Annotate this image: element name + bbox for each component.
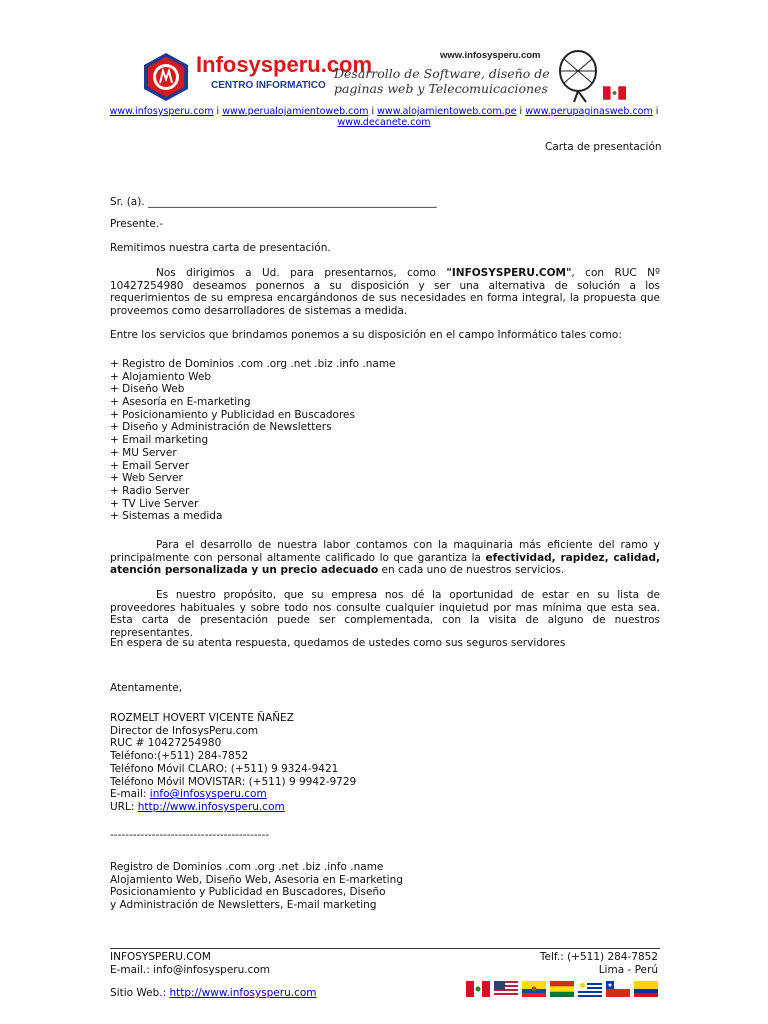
footer-services-block [110,861,403,912]
list-item: + MU Server [110,446,177,459]
link-alojamientoweb[interactable]: www.alojamientoweb.com.pe [377,106,517,117]
usa-flag-icon [494,981,518,997]
websites-link-line [108,106,660,128]
ecuador-flag-icon [522,981,546,997]
link-decanete[interactable]: www.decanete.com [337,117,431,128]
paragraph-purpose [110,589,660,640]
letter-title: Carta de presentación [545,141,662,153]
footer-site-link[interactable]: http://www.infosysperu.com [169,987,317,999]
footer-phone: Telf.: (+511) 284-7852 [539,951,658,963]
footer-service-line: Registro de Dominios .com .org .net .biz .info .name [110,861,384,873]
footer-site-label: Sitio Web.: [110,987,170,999]
chile-flag-icon [606,981,630,997]
footer-site-line [110,987,317,1000]
footer-city: Lima - Perú [598,964,658,976]
footer-company: INFOSYSPERU.COM [110,951,211,963]
email-link[interactable]: info@infosysperu.com [149,788,267,801]
list-item: + Diseño y Administración de Newsletters [110,421,332,434]
list-item: + Radio Server [110,484,190,497]
link-separator: i [655,106,659,117]
closing-line: Atentamente, [110,682,183,694]
brand-subtitle: CENTRO INFORMATICO [211,80,326,91]
presente-line: Presente.- [110,218,163,230]
paragraph-introduction [110,267,660,318]
brand-name: Infosysperu.com [196,52,373,77]
signer-email-line [110,788,356,801]
para1-text-a: Nos dirigimos a Ud. para presentarnos, como [156,267,447,279]
colombia-flag-icon [634,981,658,997]
list-item: + Registro de Dominios .com .org .net .biz .info .name [110,358,396,370]
signer-mobile-claro: Teléfono Móvil CLARO: (+511) 9 9324-9421 [110,762,339,775]
url-label: URL: [110,800,138,813]
link-perupaginasweb[interactable]: www.perupaginasweb.com [525,106,653,117]
signer-mobile-movistar: Teléfono Móvil MOVISTAR: (+511) 9 9942-9729 [110,775,357,788]
company-tagline: Desarrollo de Software, diseño de paginas web y Telecomuicaciones [334,66,550,96]
paragraph-services-intro: Entre los servicios que brindamos ponemos a su disposición en el campo Informático tales como: [110,329,622,341]
list-item: + Email Server [110,459,190,472]
peru-flag-icon [603,86,626,100]
list-item: + Asesoría en E-marketing [110,396,251,409]
list-item: + Email marketing [110,434,209,447]
footer-service-line: Posicionamiento y Publicidad en Buscadores, Diseño [110,886,386,899]
para3-text-a: Para el desarrollo de nuestra labor contamos con la maquinaria más eficiente del ramo y principalmente con personal altamente calificado lo que garantiza la [110,539,660,564]
signature-block [110,712,356,814]
footer-service-line: Alojamiento Web, Diseño Web, Asesoria en E-marketing [110,873,403,886]
intro-line: Remitimos nuestra carta de presentación. [110,242,331,254]
signer-ruc: RUC # 10427254980 [110,737,222,750]
list-item: + Sistemas a medida [110,510,223,523]
para3-text-b: en cada uno de nuestros servicios. [378,564,565,577]
paragraph-quality [110,539,660,577]
para3-bold-text: efectividad, rapidez, calidad, atención personalizada y un precio adecuado [110,551,660,577]
list-item: + Web Server [110,472,183,485]
infosysperu-logo-icon [141,52,191,102]
signer-url-line [110,801,356,814]
peru-flag-icon [466,981,490,997]
signer-role: Director de InfosysPeru.com [110,724,259,737]
link-separator: i [371,106,375,117]
signer-name: ROZMELT HOVERT VICENTE ÑAÑEZ [110,712,294,724]
para1-company-name: "INFOSYSPERU.COM" [446,267,572,279]
uruguay-flag-icon [578,981,602,997]
footer-service-line: y Administración de Newsletters, E-mail marketing [110,899,377,912]
link-separator: i [216,106,220,117]
link-separator: i [519,106,523,117]
list-item: + Alojamiento Web [110,370,212,383]
satellite-dish-icon [556,45,604,103]
link-infosysperu[interactable]: www.infosysperu.com [109,106,214,117]
list-item: + Diseño Web [110,383,185,396]
email-label: E-mail: [110,788,150,801]
url-link[interactable]: http://www.infosysperu.com [137,800,285,813]
footer-rule [110,948,660,949]
signature-divider: ------------------------------------------ [110,829,270,841]
link-perualojamientoweb[interactable]: www.perualojamientoweb.com [222,106,369,117]
para1-text-b: , con RUC Nº 10427254980 deseamos ponernos a su disposición y ser una alternativa de solución a los requerimientos de su empresa encargándonos de sus necesidades en forma integral, la propuesta que proveemos como desarrolladores de sistemas a medida. [110,267,660,318]
list-item: + Posicionamiento y Publicidad en Buscadores [110,408,355,421]
list-item: + TV Live Server [110,497,199,510]
paragraph-awaiting: En espera de su atenta respuesta, quedamos de ustedes como sus seguros servidores [110,637,566,649]
salutation-line: Sr. (a). _______________________________________________________ [110,196,437,208]
signer-phone: Teléfono:(+511) 284-7852 [110,750,249,763]
para4-text: Es nuestro propósito, que su empresa nos dé la oportunidad de estar en su lista de proveedores habituales y sobre todo nos consulte cualquier inquietud por mas mínima que esta sea. Esta carta de presentación puede ser complementada, con la visita de alguno de nuestros representantes. [110,589,660,640]
footer-email: E-mail.: info@infosysperu.com [110,964,271,976]
services-list [110,358,396,523]
brand-website: www.infosysperu.com [440,50,541,61]
country-flags [466,980,658,998]
bolivia-flag-icon [550,981,574,997]
